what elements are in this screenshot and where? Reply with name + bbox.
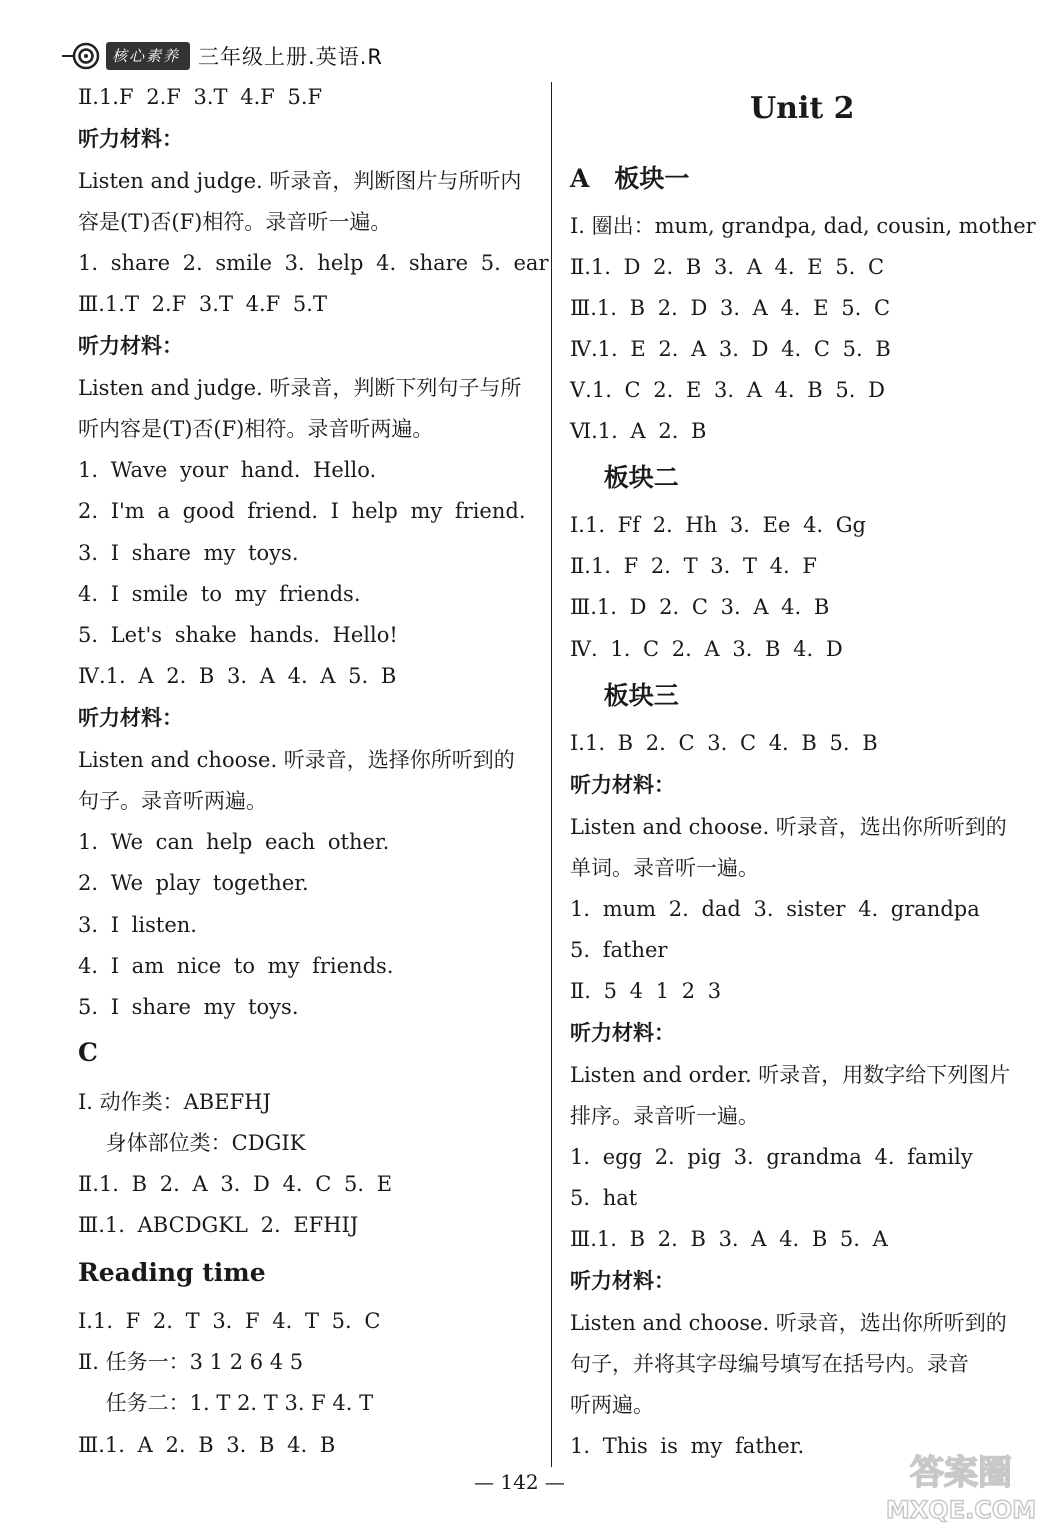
right-line-18: 1. mum 2. dad 3. sister 4. grandpa [570,897,980,921]
right-line-7: Ⅵ.1. A 2. B [570,419,707,443]
right-line-17: 单词。录音听一遍。 [570,856,759,880]
right-line-6: Ⅴ.1. C 2. E 3. A 4. B 5. D [570,378,885,402]
left-line-24: Ⅰ. 动作类：ABEFHJ [78,1090,271,1114]
right-line-23: 排序。录音听一遍。 [570,1104,759,1128]
page-number: — 142 — [474,1470,565,1494]
right-line-27: 听力材料： [570,1268,675,1293]
right-line-30: 听两遍。 [570,1393,654,1417]
right-line-3: Ⅱ.1. D 2. B 3. A 4. E 5. C [570,255,885,279]
right-line-19: 5. father [570,938,668,962]
left-line-17: 句子。录音听两遍。 [78,789,267,813]
right-line-21: 听力材料： [570,1020,675,1045]
left-line-14: Ⅳ.1. A 2. B 3. A 4. A 5. B [78,664,397,688]
right-line-4: Ⅲ.1. B 2. D 3. A 4. E 5. C [570,296,891,320]
right-line-5: Ⅳ.1. E 2. A 3. D 4. C 5. B [570,337,891,361]
right-line-31: 1. This is my father. [570,1434,805,1458]
left-line-21: 4. I am nice to my friends. [78,954,394,978]
right-line-22: Listen and order. 听录音，用数字给下列图片 [570,1063,1011,1087]
left-line-27: Ⅲ.1. ABCDGKL 2. EFHIJ [78,1213,359,1237]
right-line-16: Listen and choose. 听录音，选出你所听到的 [570,815,1007,839]
right-line-13: 板块三 [570,681,679,710]
left-line-22: 5. I share my toys. [78,995,299,1019]
left-line-5: Ⅲ.1.T 2.F 3.T 4.F 5.T [78,292,327,316]
left-line-23: C [78,1038,98,1067]
left-line-32: Ⅲ.1. A 2. B 3. B 4. B [78,1433,336,1457]
right-line-20: Ⅱ. 5 4 1 2 3 [570,979,722,1003]
right-line-25: 5. hat [570,1186,638,1210]
left-line-16: Listen and choose. 听录音，选择你所听到的 [78,748,515,772]
left-line-4: 1. share 2. smile 3. help 4. share 5. ear [78,251,549,275]
left-line-25: 身体部位类：CDGIK [78,1131,306,1155]
left-line-29: Ⅰ.1. F 2. T 3. F 4. T 5. C [78,1309,381,1333]
logo [62,41,190,71]
left-line-19: 2. We play together. [78,871,309,895]
left-line-28: Reading time [78,1258,266,1287]
left-line-20: 3. I listen. [78,913,197,937]
left-line-1: 听力材料： [78,126,183,151]
column-divider [551,82,552,1467]
left-line-9: 1. Wave your hand. Hello. [78,458,377,482]
left-line-0: Ⅱ.1.F 2.F 3.T 4.F 5.F [78,85,323,109]
left-line-26: Ⅱ.1. B 2. A 3. D 4. C 5. E [78,1172,393,1196]
logo-text: 核心素养 [106,42,190,70]
book-title: 三年级上册.英语.R [198,45,383,69]
right-line-12: Ⅳ. 1. C 2. A 3. B 4. D [570,637,843,661]
left-line-15: 听力材料： [78,705,183,730]
right-line-1: A 板块一 [570,164,690,193]
watermark-line1: 答案圈 [910,1453,1012,1493]
right-line-9: Ⅰ.1. Ff 2. Hh 3. Ee 4. Gg [570,513,866,537]
page-header [62,38,383,74]
left-line-7: Listen and judge. 听录音，判断下列句子与所 [78,376,522,400]
left-line-8: 听内容是(T)否(F)相符。录音听两遍。 [78,417,434,441]
right-line-8: 板块二 [570,463,679,492]
right-line-11: Ⅲ.1. D 2. C 3. A 4. B [570,595,830,619]
watermark-logo [885,1436,1037,1528]
right-line-24: 1. egg 2. pig 3. grandma 4. family [570,1145,973,1169]
left-line-10: 2. I'm a good friend. I help my friend. [78,499,526,523]
right-line-2: Ⅰ. 圈出：mum, grandpa, dad, cousin, mother [570,214,1036,238]
right-line-28: Listen and choose. 听录音，选出你所听到的 [570,1311,1007,1335]
right-line-10: Ⅱ.1. F 2. T 3. T 4. F [570,554,817,578]
left-line-31: 任务二：1. T 2. T 3. F 4. T [78,1391,374,1415]
left-line-13: 5. Let's shake hands. Hello! [78,623,398,647]
left-line-18: 1. We can help each other. [78,830,390,854]
watermark-line2: MXQE.COM [885,1496,1037,1524]
left-line-12: 4. I smile to my friends. [78,582,361,606]
left-line-2: Listen and judge. 听录音，判断图片与所听内 [78,169,522,193]
right-line-26: Ⅲ.1. B 2. B 3. A 4. B 5. A [570,1227,888,1251]
right-line-15: 听力材料： [570,772,675,797]
right-line-0: Unit 2 [750,91,855,126]
right-line-29: 句子，并将其字母编号填写在括号内。录音 [570,1352,969,1376]
left-line-6: 听力材料： [78,333,183,358]
left-line-3: 容是(T)否(F)相符。录音听一遍。 [78,210,392,234]
right-line-14: Ⅰ.1. B 2. C 3. C 4. B 5. B [570,731,878,755]
target-icon [62,41,106,71]
left-line-30: Ⅱ. 任务一：3 1 2 6 4 5 [78,1350,304,1374]
left-line-11: 3. I share my toys. [78,541,299,565]
